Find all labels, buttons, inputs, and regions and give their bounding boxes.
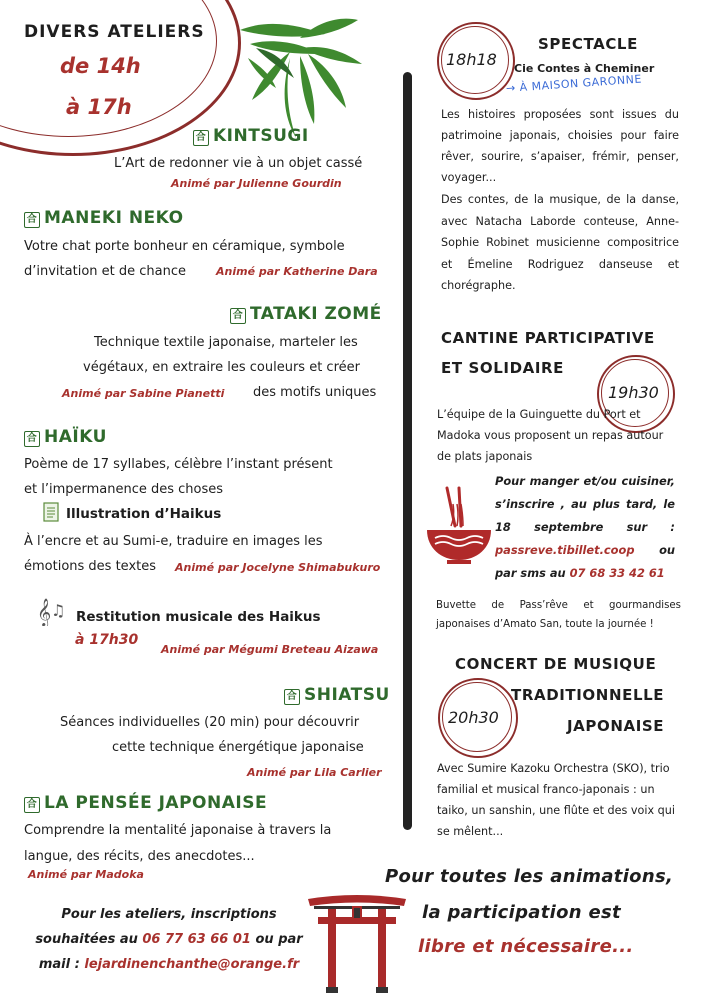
- cantine-registration-link[interactable]: passreve.tibillet.coop: [495, 543, 635, 557]
- buvette-info: Buvette de Pass’rêve et gourmandises japonaises d’Amato San, toute la journée !: [436, 600, 681, 630]
- cantine-registration-sms: par sms au: [495, 566, 566, 580]
- cantine-registration-phone: 07 68 33 42 61: [569, 566, 665, 580]
- registration-line-1: Pour les ateliers, inscriptions: [61, 907, 277, 922]
- cantine-registration-text: Pour manger et/ou cuisiner, s’inscrire , au plus tard, le 18 septembre sur :: [495, 474, 675, 534]
- registration-email: lejardinenchanthe@orange.fr: [84, 957, 300, 972]
- restitution-time: à 17h30: [75, 632, 139, 648]
- kintsugi-description: L’Art de redonner vie à un objet cassé: [114, 156, 363, 171]
- page-title: DIVERS ATELIERS: [24, 22, 205, 42]
- final-line-2: la participation est: [422, 902, 621, 923]
- workshop-icon: 合: [24, 797, 40, 813]
- pensee-description-2: langue, des récits, des anecdotes...: [24, 849, 255, 864]
- tataki-title: TATAKI ZOMÉ: [250, 304, 382, 324]
- haiku-description-1: Poème de 17 syllabes, célèbre l’instant présent: [24, 457, 333, 472]
- concert-title-3: JAPONAISE: [567, 717, 665, 735]
- registration-mail-prefix: mail :: [38, 957, 80, 972]
- spectacle-time: 18h18: [446, 50, 497, 69]
- pensee-title: LA PENSÉE JAPONAISE: [44, 793, 268, 813]
- concert-description: Avec Sumire Kazoku Orchestra (SKO), trio familial et musical franco-japonais : un taiko, un sanshin, une flûte et des voix qui se mêlent...: [437, 762, 675, 838]
- shiatsu-description-1: Séances individuelles (20 min) pour découvrir: [60, 715, 360, 730]
- pensee-credit: Animé par Madoka: [28, 868, 144, 881]
- concert-title-2: TRADITIONNELLE: [511, 686, 665, 704]
- illustration-credit: Animé par Jocelyne Shimabukuro: [175, 561, 381, 574]
- registration-info: [26, 902, 312, 977]
- svg-text:♫: ♫: [51, 601, 66, 620]
- shiatsu-credit: Animé par Lila Carlier: [247, 766, 382, 779]
- illustration-title: Illustration d’Haikus: [66, 506, 222, 522]
- maneki-heading: [24, 208, 184, 228]
- document-icon: [43, 502, 59, 522]
- haiku-title: HAÏKU: [44, 427, 107, 447]
- time-start: de 14h: [60, 54, 141, 78]
- workshop-icon: 合: [284, 689, 300, 705]
- workshop-icon: 合: [230, 308, 246, 324]
- cantine-time: 19h30: [608, 383, 659, 402]
- kintsugi-credit: Animé par Julienne Gourdin: [171, 177, 342, 190]
- maneki-credit: Animé par Katherine Dara: [216, 265, 378, 278]
- column-divider: [403, 72, 412, 830]
- music-notes-icon: [37, 596, 73, 626]
- cantine-title-2: ET SOLIDAIRE: [441, 359, 565, 377]
- registration-line-3: [26, 952, 312, 977]
- illustration-description-2: émotions des textes: [24, 559, 157, 574]
- tataki-credit: Animé par Sabine Pianetti: [62, 387, 225, 400]
- shiatsu-heading: [284, 685, 390, 705]
- maneki-description-2: d’invitation et de chance: [24, 264, 186, 279]
- maneki-title: MANEKI NEKO: [44, 208, 184, 228]
- shiatsu-description-2: cette technique énergétique japonaise: [112, 740, 364, 755]
- tataki-heading: [230, 304, 382, 324]
- tataki-description-3: des motifs uniques: [253, 385, 377, 400]
- shiatsu-title: SHIATSU: [304, 685, 390, 705]
- svg-text:𝄞: 𝄞: [37, 598, 52, 626]
- registration-phone: 06 77 63 66 01: [142, 932, 251, 947]
- cantine-registration-or: ou: [659, 543, 675, 557]
- concert-time: 20h30: [448, 708, 499, 727]
- spectacle-description-1: Les histoires proposées sont issues du patrimoine japonais, choisies pour faire rêver, sourire, s’apaiser, frémir, penser, voyager...: [441, 108, 679, 184]
- kintsugi-heading: [193, 126, 309, 146]
- time-end: à 17h: [66, 95, 132, 119]
- spectacle-title: SPECTACLE: [538, 35, 638, 53]
- restitution-title: Restitution musicale des Haikus: [76, 609, 321, 625]
- ramen-bowl-icon: [425, 486, 493, 566]
- haiku-description-2: et l’impermanence des choses: [24, 482, 224, 497]
- cantine-registration: [495, 470, 675, 585]
- cantine-title-1: CANTINE PARTICIPATIVE: [441, 329, 655, 347]
- spectacle-place: → À MAISON GARONNE: [505, 72, 643, 95]
- maneki-description-1: Votre chat porte bonheur en céramique, symbole: [24, 239, 345, 254]
- cantine-description: L’équipe de la Guinguette du Port et Madoka vous proposent un repas autour de plats japonais: [437, 408, 664, 463]
- spectacle-description-2: Des contes, de la musique, de la danse, avec Natacha Laborde conteuse, Anne-Sophie Robinet musicienne compositrice et Émeline Rodriguez danseuse et chorégraphe.: [441, 193, 679, 292]
- workshop-icon: 合: [24, 212, 40, 228]
- pensee-heading: [24, 793, 267, 813]
- kintsugi-title: KINTSUGI: [213, 126, 309, 146]
- workshop-icon: 合: [24, 431, 40, 447]
- illustration-description-1: À l’encre et au Sumi-e, traduire en images les: [24, 534, 323, 549]
- workshop-icon: 合: [193, 130, 209, 146]
- spectacle-company: Cie Contes à Cheminer: [514, 62, 655, 75]
- haiku-heading: [24, 427, 107, 447]
- tataki-description-1: Technique textile japonaise, marteler les: [94, 335, 358, 350]
- pensee-description-1: Comprendre la mentalité japonaise à travers la: [24, 823, 332, 838]
- registration-line-2: [26, 927, 312, 952]
- torii-gate-illustration: [308, 893, 406, 993]
- final-line-3: libre et nécessaire...: [418, 936, 634, 957]
- concert-title-1: CONCERT DE MUSIQUE: [455, 655, 657, 673]
- registration-phone-suffix: ou par: [255, 932, 303, 947]
- registration-phone-prefix: souhaitées au: [35, 932, 138, 947]
- final-line-1: Pour toutes les animations,: [385, 866, 674, 887]
- tataki-description-2: végétaux, en extraire les couleurs et créer: [83, 360, 360, 375]
- restitution-credit: Animé par Mégumi Breteau Aizawa: [161, 643, 379, 656]
